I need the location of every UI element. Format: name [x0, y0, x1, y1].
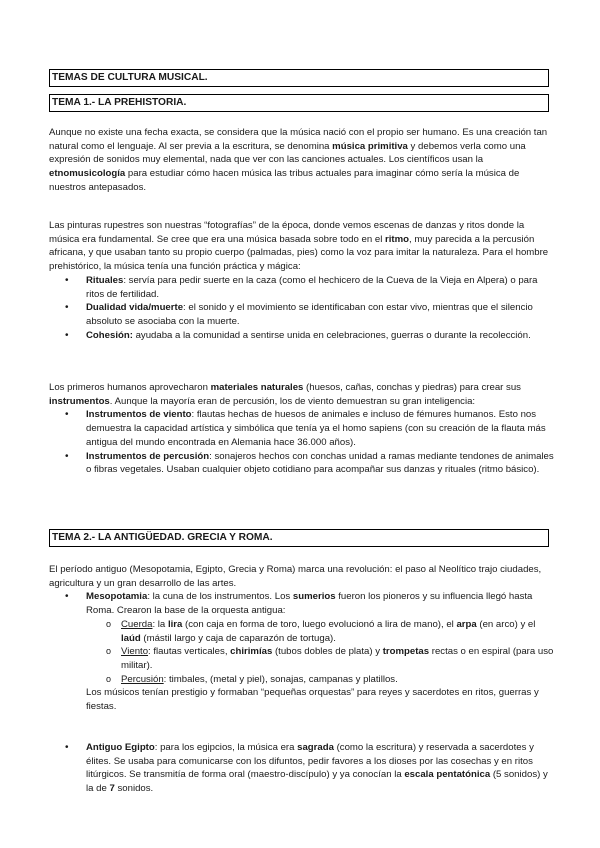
- sub-list-instrument-families: [86, 618, 555, 687]
- paragraph-antiguedad: El período antiguo (Mesopotamia, Egipto, Grecia y Roma) marca una revolución: el paso al Neolítico trajo ciudades, agricultura y un gran desarrollo de las artes. • Mesopotamia: la cuna de los instrumentos. Los sumerios fueron los pioneros y su influencia llegó hasta Roma. Crearon la base de la orquesta antigua: o Cuerda: la lira (con caja en forma de toro, luego evolucionó a lira de mano), el arpa (en arco) y el laúd (mástil largo y caja de caparazón de tortuga). o Viento: flautas verticales, chirimías (tubos dobles de plata) y trompetas rectas o en espiral (para uso militar). o Percusión: timbales, (metal y piel), sonajas, campanas y platillos. Los músicos tenían prestigio y formaban “pequeñas orquestas” para reyes y sacerdotes en ritos, guerras y fiestas.: [49, 563, 555, 714]
- section-heading-tema-2: TEMA 2.- LA ANTIGÜEDAD. GRECIA Y ROMA.: [49, 529, 549, 547]
- paragraph-rupestres: Las pinturas rupestres son nuestras “fotografías” de la época, donde vemos escenas de danzas y ritos donde la música era fundamental. Se cree que era una música basada sobre todo en el ritmo, muy parecida a la percusión africana, y que usaban tanto su propio cuerpo (palmadas, pies) como la voz para imitar la naturaleza. Para el hombre prehistórico, la música tenía una función práctica y mágica: • Rituales: servía para pedir suerte en la caza (como el hechicero de la Cueva de la Vieja en Alpera) o para ritos de fertilidad. • Dualidad vida/muerte: el sonido y el movimiento se identificaban con estar vivo, mientras que el silencio absoluto se asociaba con la muerte. • Cohesión: ayudaba a la comunidad a sentirse unida en celebraciones, guerras o durante la recolección.: [49, 219, 555, 342]
- sub-list-item: o Viento: flautas verticales, chirimías (tubos dobles de plata) y trompetas rectas o en espiral (para uso militar).: [76, 645, 555, 672]
- bullet-list-egypt: [49, 741, 555, 796]
- musicians-note: Los músicos tenían prestigio y formaban “pequeñas orquestas” para reyes y sacerdotes en ritos, guerras y fiestas.: [86, 687, 539, 713]
- list-item: • Instrumentos de percusión: sonajeros hechos con conchas unidad a ramas mediante tendones de animales o fibras vegetales. Usaban cualquier objeto cotidiano para acompañar sus danzas y rituales (ritmo básico).: [49, 450, 555, 477]
- list-item-egipto: • Antiguo Egipto: para los egipcios, la música era sagrada (como la escritura) y reservada a sacerdotes y élites. Se usaba para comunicarse con los difuntos, pedir favores a los dioses por las cosechas y en ritos litúrgicos. Se transmitía de forma oral (maestro-discípulo) y ya conocían la escala pentatónica (5 sonidos) y la de 7 sonidos.: [49, 741, 555, 796]
- bullet-list-functions: [49, 274, 555, 343]
- list-item: • Rituales: servía para pedir suerte en la caza (como el hechicero de la Cueva de la Vieja en Alpera) o para ritos de fertilidad.: [49, 274, 555, 301]
- section-heading-tema-1: TEMA 1.- LA PREHISTORIA.: [49, 94, 549, 112]
- paragraph-intro: Aunque no existe una fecha exacta, se considera que la música nació con el propio ser humano. Es una creación tan natural como el lenguaje. Al ser previa a la escritura, se denomina música primitiva y debemos verla como una expresión de sonidos muy elemental, nada que ver con las canciones actuales. Los científicos usan la etnomusicología para estudiar cómo hacen música las tribus actuales para imaginar cómo sería la música de nuestros antepasados.: [49, 127, 548, 193]
- paragraph-materials: Los primeros humanos aprovecharon materiales naturales (huesos, cañas, conchas y piedras) para crear sus instrumentos. Aunque la mayoría eran de percusión, los de viento demuestran su gran inteligencia: • Instrumentos de viento: flautas hechas de huesos de animales e incluso de fémures humanos. Esto nos demuestra la capacidad artística y simbólica que tenía ya el homo sapiens (con su creación de la flauta más antigua del mundo encontrada en Alemania hace 36.000 años). • Instrumentos de percusión: sonajeros hechos con conchas unidad a ramas mediante tendones de animales o fibras vegetales. Usaban cualquier objeto cotidiano para acompañar sus danzas y rituales (ritmo básico).: [49, 381, 555, 477]
- sub-list-item: o Percusión: timbales, (metal y piel), sonajas, campanas y platillos.: [76, 673, 555, 687]
- sub-list-item: o Cuerda: la lira (con caja en forma de toro, luego evolucionó a lira de mano), el arpa (en arco) y el laúd (mástil largo y caja de caparazón de tortuga).: [76, 618, 555, 645]
- list-item: • Dualidad vida/muerte: el sonido y el movimiento se identificaban con estar vivo, mientras que el silencio absoluto se asociaba con la muerte.: [49, 301, 555, 328]
- list-item: • Instrumentos de viento: flautas hechas de huesos de animales e incluso de fémures humanos. Esto nos demuestra la capacidad artística y simbólica que tenía ya el homo sapiens (con su creación de la flauta más antigua del mundo encontrada en Alemania hace 36.000 años).: [49, 408, 555, 449]
- paragraph-egipto: [49, 741, 555, 796]
- list-item-mesopotamia: • Mesopotamia: la cuna de los instrumentos. Los sumerios fueron los pioneros y su influencia llegó hasta Roma. Crearon la base de la orquesta antigua: o Cuerda: la lira (con caja en forma de toro, luego evolucionó a lira de mano), el arpa (en arco) y el laúd (mástil largo y caja de caparazón de tortuga). o Viento: flautas verticales, chirimías (tubos dobles de plata) y trompetas rectas o en espiral (para uso militar). o Percusión: timbales, (metal y piel), sonajas, campanas y platillos.: [49, 590, 555, 686]
- list-item: • Cohesión: ayudaba a la comunidad a sentirse unida en celebraciones, guerras o durante la recolección.: [49, 329, 555, 343]
- bullet-list-instruments: [49, 408, 555, 477]
- document-title: TEMAS DE CULTURA MUSICAL.: [49, 69, 549, 87]
- bullet-list-civilizations: [49, 590, 555, 686]
